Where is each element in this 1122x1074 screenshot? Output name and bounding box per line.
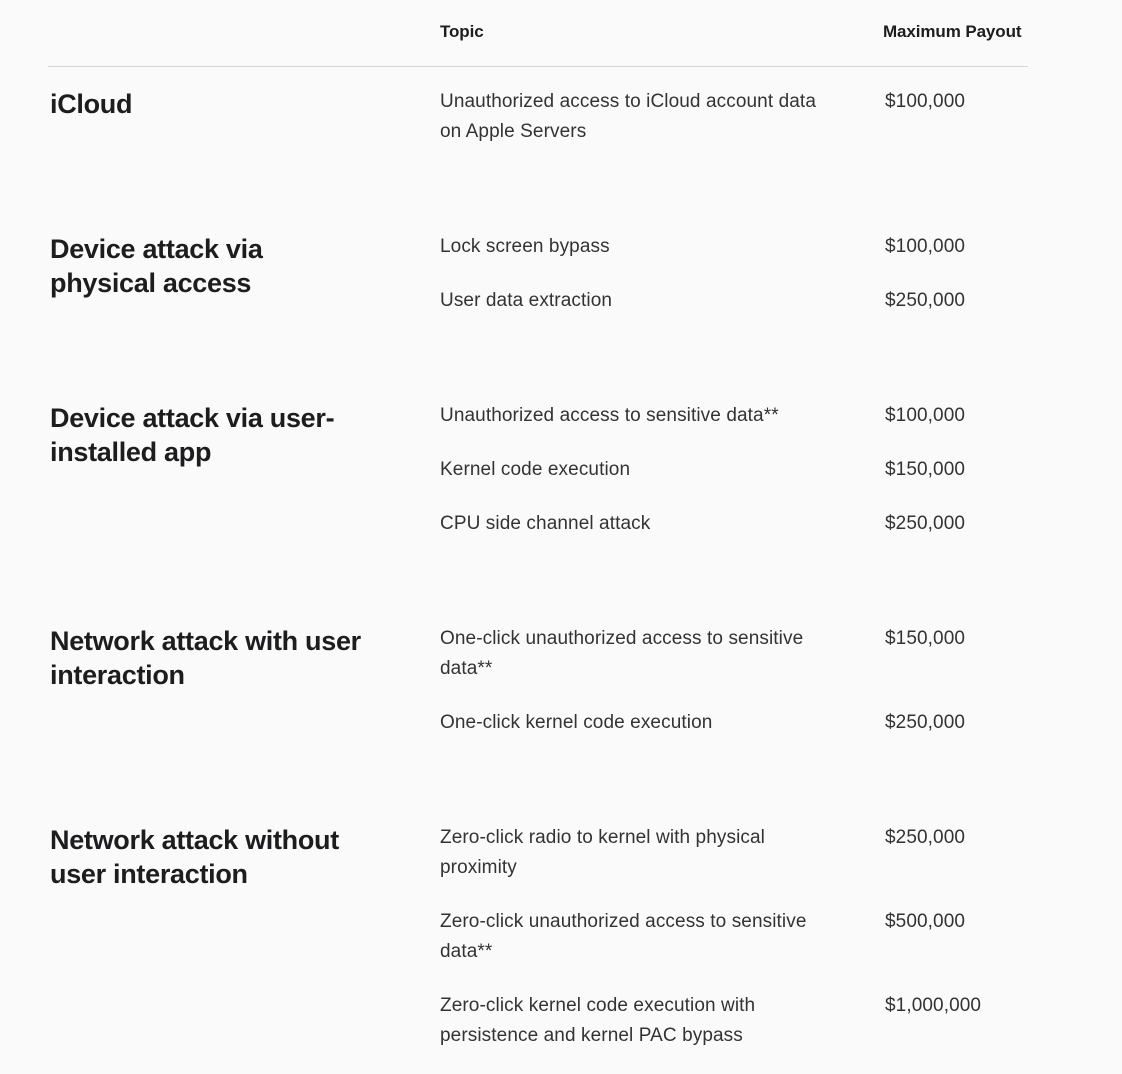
payout-amount: $500,000 xyxy=(885,911,966,932)
payout-amount: $100,000 xyxy=(885,405,966,426)
topic-text: Unauthorized access to iCloud account data on Apple Servers xyxy=(440,91,816,142)
payout-amount: $1,000,000 xyxy=(885,995,982,1016)
payout-column-header: Maximum Payout xyxy=(883,22,1022,41)
topic-text: Unauthorized access to sensitive data** xyxy=(440,405,779,426)
topic-text: One-click unauthorized access to sensitive data** xyxy=(440,628,804,679)
payout-amount: $150,000 xyxy=(885,459,966,480)
topic-text: CPU side channel attack xyxy=(440,513,651,534)
table-header xyxy=(48,0,1028,67)
topic-text: User data extraction xyxy=(440,290,613,311)
topic-text: One-click kernel code execution xyxy=(440,712,713,733)
topic-text: Zero-click kernel code execution with persistence and kernel PAC bypass xyxy=(440,995,756,1046)
category-title: Device attack via user-installed app xyxy=(50,403,335,467)
topic-text: Kernel code execution xyxy=(440,459,631,480)
payout-amount: $250,000 xyxy=(885,513,966,534)
payout-amount: $150,000 xyxy=(885,628,966,649)
topic-text: Zero-click radio to kernel with physical proximity xyxy=(440,827,766,878)
payout-amount: $250,000 xyxy=(885,712,966,733)
payout-amount: $250,000 xyxy=(885,290,966,311)
topic-column-header: Topic xyxy=(440,22,484,41)
payout-amount: $250,000 xyxy=(885,827,966,848)
payout-amount: $100,000 xyxy=(885,236,966,257)
category-title: iCloud xyxy=(50,89,133,119)
topic-text: Zero-click unauthorized access to sensitive data** xyxy=(440,911,807,962)
category-title: Device attack via physical access xyxy=(50,234,263,298)
payout-amount: $100,000 xyxy=(885,91,966,112)
topic-text: Lock screen bypass xyxy=(440,236,610,257)
category-title: Network attack without user interaction xyxy=(50,825,339,889)
category-title: Network attack with user interaction xyxy=(50,626,361,690)
